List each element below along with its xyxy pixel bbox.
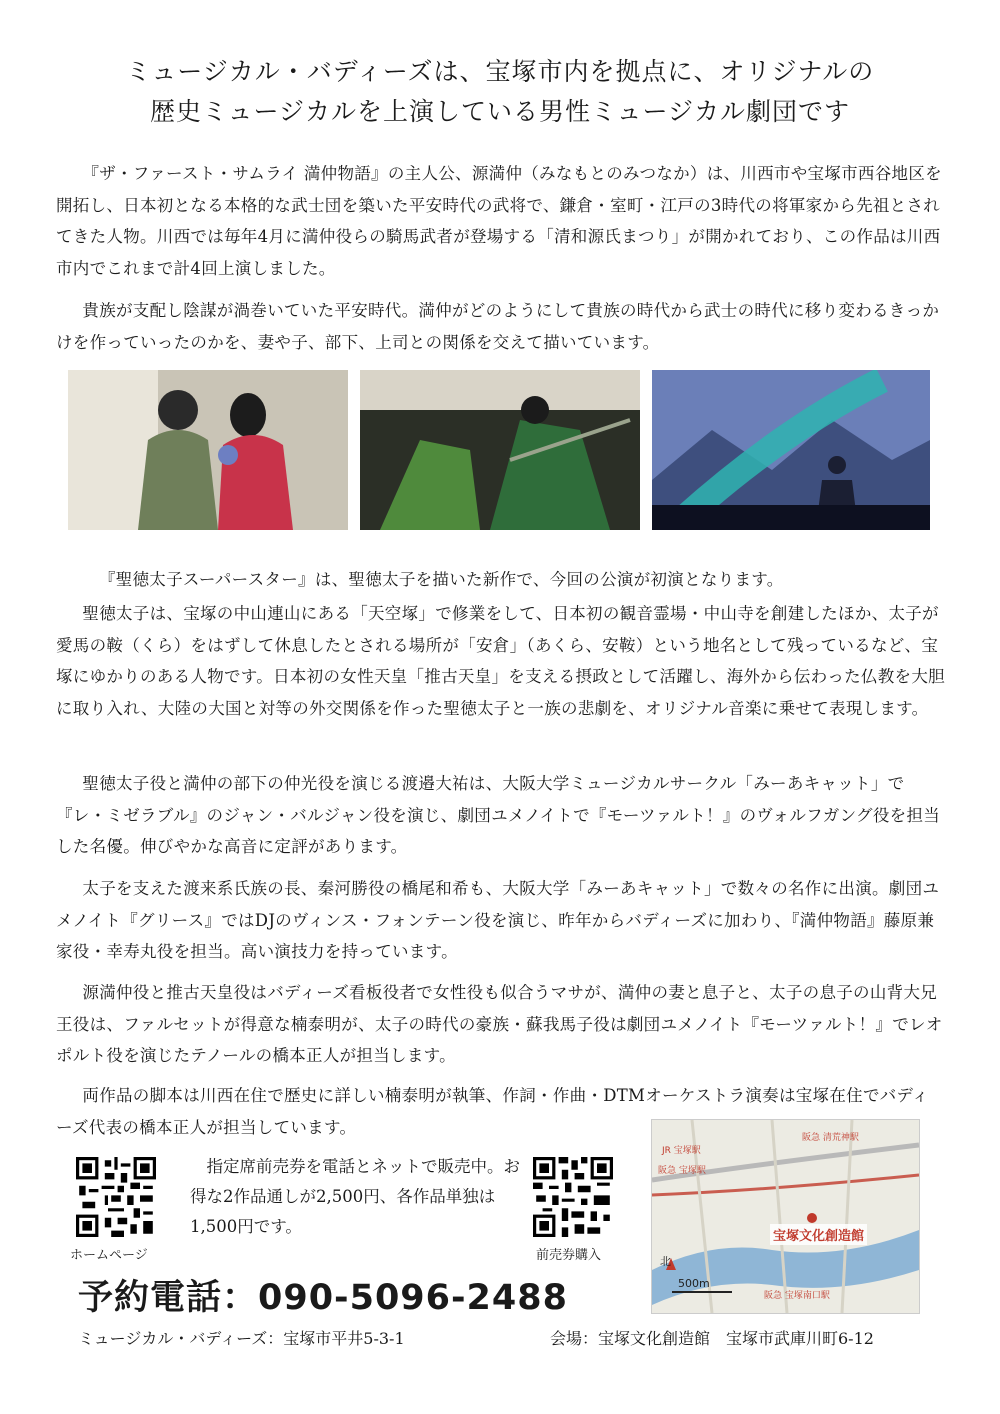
headline [60,52,940,132]
reservation-phone: 予約電話：090-5096-2488 [78,1278,568,1318]
paragraph-credits: 両作品の脚本は川西在住で歴史に詳しい楠泰明が執筆、作詞・作曲・DTMオーケストラ演奏は宝塚在住でバディーズ代表の橋本正人が担当しています。 [56,1086,929,1137]
map-station-takarazuka-minamiguchi: 阪急 宝塚南口駅 [764,1291,830,1301]
stage-photo-1 [68,370,348,530]
ticket-qr-caption: 前売券購入 [536,1248,602,1263]
paragraph-mitsunaka-intro: 『ザ・ファースト・サムライ 満仲物語』の主人公、源満仲（みなもとのみつなか）は、川西市や宝塚市西谷地区を開拓し、日本初となる本格的な武士団を築いた平安時代の武将で、鎌倉・室町・江戸の3時代の将軍家から先祖とされてきた人物。川西では毎年4月に満仲役らの騎馬武者が登場する「清和源氏まつり」が開かれており、この作品は川西市内でこれまで計4回上演しました。 [56,164,942,278]
ticket-qr-code[interactable] [533,1157,613,1237]
paragraph-cast-watanabe: 聖徳太子役と満仲の部下の仲光役を演じる渡邉大祐は、大阪大学ミュージカルサークル「みーあキャット」で『レ・ミゼラブル』のジャン・バルジャン役を演じ、劇団ユメノイトで『モーツァルト！』のヴォルフガング役を担当した名優。伸びやかな高音に定評があります。 [56,774,941,856]
paragraph-shotoku-intro: 『聖徳太子スーパースター』は、聖徳太子を描いた新作で、今回の公演が初演となります。 [98,570,784,589]
ticket-info: 指定席前売券を電話とネットで販売中。お得な2作品通しが2,500円、各作品単独は1,500円です。 [190,1157,520,1236]
homepage-qr-code[interactable] [76,1157,156,1237]
stage-photos [68,370,930,530]
paragraph-cast-hashio: 太子を支えた渡来系氏族の長、秦河勝役の橋尾和希も、大阪大学「みーあキャット」で数々の名作に出演。劇団ユメノイト『グリース』ではDJのヴィンス・フォンテーン役を演じ、昨年からバディーズに加わり、『満仲物語』藤原兼家役・幸寿丸役を担当。高い演技力を持っています。 [56,879,940,961]
stage-photo-2 [360,370,640,530]
paragraph-mitsunaka-story: 貴族が支配し陰謀が渦巻いていた平安時代。満仲がどのようにして貴族の時代から武士の時代に移り変わるきっかけを作っていったのかを、妻や子、部下、上司との関係を交えて描いています。 [56,301,940,352]
headline-line-2: 歴史ミュージカルを上演している男性ミュージカル劇団です [149,97,850,126]
map-north-indicator: 北 [660,1255,671,1268]
map-scale: 500m [678,1277,710,1290]
paragraph-cast-others: 源満仲役と推古天皇役はバディーズ看板役者で女性役も似合うマサが、満仲の妻と息子と、太子の息子の山背大兄王役は、ファルセットが得意な楠泰明が、太子の時代の豪族・蘇我馬子役は劇団ユメノイト『モーツァルト！』でレオポルト役を演じたテノールの橋本正人が担当します。 [56,983,943,1065]
headline-line-1: ミュージカル・バディーズは、宝塚市内を拠点に、オリジナルの [125,57,875,86]
paragraph-shotoku-story: 聖徳太子は、宝塚の中山連山にある「天空塚」で修業をして、日本初の観音霊場・中山寺を創建したほか、太子が愛馬の鞍（くら）をはずして休息したとされる場所が「安倉」（あくら、安鞍）という地名として残っているなど、宝塚にゆかりのある人物です。日本初の女性天皇「推古天皇」を支える摂政として活躍し、海外から伝わった仏教を大胆に取り入れ、大陸の大国と対等の外交関係を作った聖徳太子と一族の悲劇を、オリジナル音楽に乗せて表現します。 [56,604,945,718]
homepage-qr-caption: ホームページ [70,1248,148,1263]
stage-photo-3 [652,370,930,530]
map-station-jr-takarazuka: JR 宝塚駅 [662,1146,701,1156]
venue-address: 会場：宝塚文化創造館 宝塚市武庫川町6-12 [550,1329,874,1348]
venue-map [651,1119,920,1314]
map-venue-label: 宝塚文化創造館 [770,1224,867,1245]
map-station-hankyu-takarazuka: 阪急 宝塚駅 [658,1166,706,1176]
organizer-address: ミュージカル・バディーズ：宝塚市平井5-3-1 [78,1329,405,1348]
map-station-kiyoshikojin: 阪急 清荒神駅 [802,1133,859,1143]
